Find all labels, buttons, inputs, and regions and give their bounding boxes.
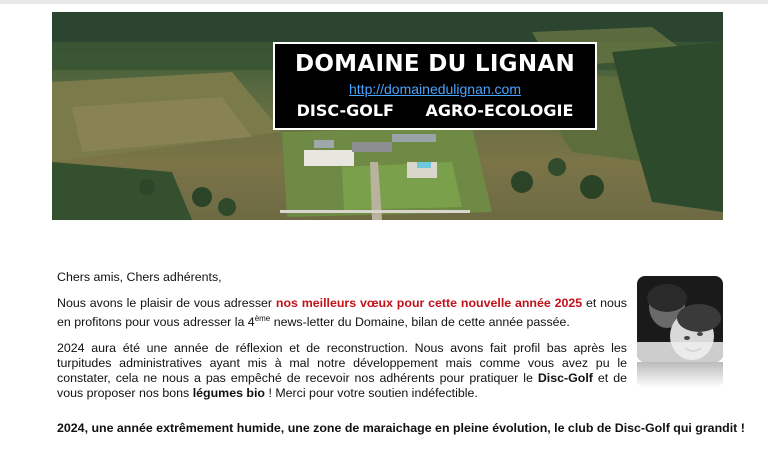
- website-link[interactable]: http://domainedulignan.com: [349, 81, 521, 97]
- tag-disc-golf: DISC-GOLF: [296, 101, 394, 120]
- banner-title: DOMAINE DU LIGNAN: [294, 51, 576, 77]
- top-bar: [0, 0, 768, 4]
- couple-photo: [637, 276, 723, 362]
- photo-reflection: [637, 362, 723, 388]
- letter-body: [57, 270, 627, 412]
- closing-line: 2024, une année extrêmement humide, une zone de maraichage en pleine évolution, le club de Disc-Golf qui grandit !: [57, 421, 745, 435]
- greeting: Chers amis, Chers adhérents,: [57, 270, 222, 284]
- highlight-wishes: nos meilleurs vœux pour cette nouvelle année 2025: [275, 296, 583, 310]
- paragraph-2: 2024 aura été une année de réflexion et de reconstruction. Nous avons fait profil bas après les turpitudes administratives ayant mis à mal notre développement mais comme vous avez pu le constater, cela ne nous a pas empêché de recevoir nos adhérents pour pratiquer le Disc-Golf et de vous proposer nos bons légumes bio ! Merci pour votre soutien indéfectible.: [57, 341, 627, 401]
- tag-agro-ecologie: AGRO-ECOLOGIE: [425, 101, 574, 120]
- banner-tags: [275, 101, 595, 120]
- banner-title-box: [273, 42, 597, 130]
- portrait-image: [637, 276, 723, 362]
- aerial-banner-image: [52, 12, 723, 220]
- paragraph-1: Nous avons le plaisir de vous adresser nos meilleurs vœux pour cette nouvelle année 2025 et nous en profitons pour vous adresser la 4ème news-letter du Domaine, bilan de cette année passée.: [57, 296, 627, 330]
